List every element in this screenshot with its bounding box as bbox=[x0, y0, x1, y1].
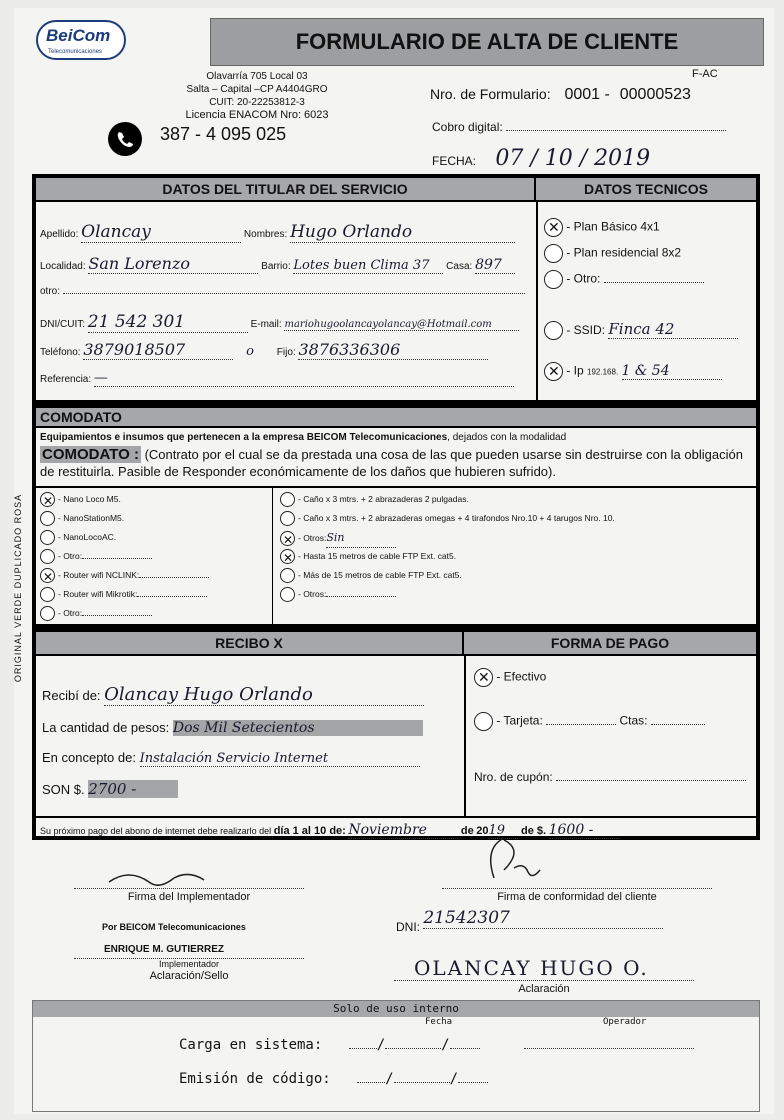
comodato-left-item[interactable] bbox=[40, 566, 270, 585]
comodato-left-label: - Router wifi NCLINK: bbox=[58, 570, 140, 580]
efectivo-radio[interactable] bbox=[474, 668, 493, 687]
firma-implementador-label: Firma del Implementador bbox=[74, 888, 304, 903]
comodato-definition bbox=[40, 446, 752, 480]
carga-anio-field[interactable] bbox=[450, 1048, 480, 1049]
apellido-field[interactable]: Olancay bbox=[81, 222, 241, 243]
recibo-header: RECIBO X bbox=[36, 632, 464, 656]
emision-anio-field[interactable] bbox=[458, 1082, 488, 1083]
comodato-right-radio[interactable] bbox=[280, 568, 295, 583]
carga-operador-field[interactable] bbox=[524, 1048, 694, 1049]
proximo-anio-prefix: 20 bbox=[476, 825, 489, 837]
dni-row bbox=[40, 312, 519, 333]
comodato-right-item[interactable] bbox=[280, 490, 750, 509]
cobro-digital-row bbox=[432, 120, 726, 134]
carga-label: Carga en sistema: bbox=[179, 1037, 323, 1053]
email-label: E-mail: bbox=[250, 319, 282, 330]
comodato-right-radio[interactable] bbox=[280, 587, 295, 602]
recibi-field[interactable]: Olancay Hugo Orlando bbox=[104, 684, 424, 706]
nro-formulario-label: Nro. de Formulario: bbox=[430, 86, 551, 102]
referencia-label: Referencia: bbox=[40, 374, 92, 385]
interno-operador-label: Operador bbox=[603, 1017, 647, 1027]
referencia-row bbox=[40, 370, 514, 387]
comodato-section bbox=[32, 404, 760, 628]
pago-header: FORMA DE PAGO bbox=[464, 632, 756, 656]
nombres-label: Nombres: bbox=[243, 229, 288, 240]
comodato-divider bbox=[36, 486, 756, 488]
fijo-label: Fijo: bbox=[276, 347, 296, 358]
company-phone: 387 - 4 095 025 bbox=[160, 124, 287, 144]
concepto-row bbox=[42, 750, 420, 767]
implementador-signature bbox=[104, 864, 234, 890]
son-field[interactable]: 2700 - bbox=[88, 780, 178, 798]
concepto-label: En concepto de: bbox=[42, 750, 136, 765]
proximo-monto-label: de $. bbox=[521, 825, 547, 837]
ip-option[interactable] bbox=[544, 362, 722, 381]
otro-field[interactable] bbox=[63, 293, 525, 294]
carga-mes-field[interactable] bbox=[385, 1048, 441, 1049]
aclaracion-sello-label: Aclaración/Sello bbox=[149, 970, 229, 982]
implementador-nombre: ENRIQUE M. GUTIERREZ bbox=[104, 944, 225, 955]
form-title: FORMULARIO DE ALTA DE CLIENTE bbox=[295, 29, 679, 54]
comodato-right-label: - Caño x 3 mtrs. + 2 abrazaderas 2 pulgadas. bbox=[298, 494, 469, 504]
localidad-field[interactable]: San Lorenzo bbox=[88, 254, 258, 274]
barrio-field[interactable]: Lotes buen Clima 37 bbox=[293, 258, 443, 274]
dni-field[interactable]: 21 542 301 bbox=[88, 312, 248, 333]
tarjeta-field[interactable] bbox=[546, 724, 616, 725]
carga-dia-field[interactable] bbox=[349, 1048, 377, 1049]
telefono-field[interactable]: 3879018507 bbox=[83, 340, 233, 360]
comodato-right-radio[interactable] bbox=[280, 492, 295, 507]
comodato-word: COMODATO : bbox=[42, 446, 139, 463]
fijo-field[interactable]: 3876336306 bbox=[298, 340, 488, 360]
ip-prefix: 192.168. bbox=[587, 367, 619, 377]
cliente-dni-row bbox=[396, 908, 663, 937]
comodato-right-item[interactable] bbox=[280, 547, 750, 566]
implementador-rol: Implementador bbox=[74, 958, 304, 969]
emision-mes-field[interactable] bbox=[394, 1082, 450, 1083]
son-row bbox=[42, 780, 178, 798]
interno-header: Solo de uso interno bbox=[33, 1001, 759, 1017]
proximo-mes-field[interactable]: Noviembre bbox=[348, 822, 458, 839]
comodato-right-item[interactable] bbox=[280, 566, 750, 585]
apellido-label: Apellido: bbox=[40, 229, 79, 240]
cantidad-field[interactable]: Dos Mil Setecientos bbox=[173, 720, 423, 736]
apellido-row bbox=[40, 222, 515, 243]
recibo-section bbox=[32, 628, 760, 840]
nro-formulario-number: 00000523 bbox=[619, 86, 691, 103]
comodato-right-label: - Caño x 3 mtrs. + 2 abrazaderas omegas + 4 tirafondos Nro.10 + 4 tarugos Nro. 10. bbox=[298, 513, 615, 523]
company-info bbox=[182, 70, 332, 122]
ssid-label: - SSID: bbox=[566, 323, 606, 337]
comodato-left-radio[interactable] bbox=[40, 549, 55, 564]
plan-basico-option[interactable] bbox=[544, 218, 660, 237]
plan-basico-label: - Plan Básico 4x1 bbox=[566, 219, 660, 234]
comodato-left-item[interactable] bbox=[40, 509, 270, 528]
company-address: Olavarría 705 Local 03 bbox=[206, 71, 308, 82]
whatsapp-icon bbox=[108, 122, 142, 156]
comodato-left-item[interactable] bbox=[40, 585, 270, 604]
column-divider bbox=[536, 202, 538, 400]
fecha-value[interactable]: 07 / 10 / 2019 bbox=[495, 146, 651, 171]
comodato-left-radio[interactable] bbox=[40, 511, 55, 526]
cupon-row bbox=[474, 770, 746, 784]
recibi-row bbox=[42, 684, 424, 706]
ip-label: - Ip bbox=[566, 363, 584, 378]
comodato-right-label: - Más de 15 metros de cable FTP Ext. cat5. bbox=[298, 570, 462, 580]
comodato-right-label: - Otros: bbox=[298, 533, 327, 543]
cliente-signature bbox=[474, 828, 554, 888]
titular-header: DATOS DEL TITULAR DEL SERVICIO bbox=[36, 178, 536, 202]
form-title-bar bbox=[210, 18, 764, 66]
fecha-row bbox=[432, 146, 650, 171]
cantidad-row bbox=[42, 720, 423, 736]
interno-fecha-label: Fecha bbox=[425, 1017, 453, 1027]
tarjeta-radio[interactable] bbox=[474, 712, 493, 731]
comodato-left-label: - NanoLocoAC. bbox=[58, 532, 117, 542]
company-cuit: CUIT: 20-22253812-3 bbox=[209, 97, 305, 108]
firma-conformidad-label: Firma de conformidad del cliente bbox=[442, 888, 712, 903]
plan-basico-radio[interactable] bbox=[544, 218, 563, 237]
titular-section bbox=[32, 174, 760, 404]
ctas-label: Ctas: bbox=[619, 713, 648, 728]
comodato-left-item[interactable] bbox=[40, 528, 270, 547]
proximo-dias: día 1 al 10 de: bbox=[273, 825, 346, 837]
comodato-left-field[interactable] bbox=[137, 596, 207, 597]
company-city: Salta – Capital –CP A4404GRO bbox=[186, 84, 328, 95]
cupon-field[interactable] bbox=[556, 780, 746, 781]
plan-otro-option[interactable] bbox=[544, 270, 704, 289]
comodato-intro bbox=[40, 432, 752, 443]
proximo-divider bbox=[36, 816, 756, 818]
proximo-monto-field[interactable]: 1600 - bbox=[549, 822, 619, 839]
aclaracion-cliente-label: Aclaración bbox=[394, 980, 694, 995]
cliente-dni-label: DNI: bbox=[396, 920, 420, 934]
proximo-anio-field[interactable]: 19 bbox=[488, 823, 518, 839]
form-page bbox=[14, 8, 774, 1114]
recibi-label: Recibí de: bbox=[42, 688, 101, 703]
plan-residencial-label: - Plan residencial 8x2 bbox=[566, 245, 682, 260]
form-code: F-AC bbox=[692, 68, 718, 80]
comodato-left-field[interactable] bbox=[82, 558, 152, 559]
comodato-left-item[interactable] bbox=[40, 604, 270, 623]
barrio-label: Barrio: bbox=[261, 261, 291, 272]
tarjeta-option[interactable] bbox=[474, 712, 705, 731]
logo-text: BeiCom bbox=[46, 26, 111, 45]
comodato-left-item[interactable] bbox=[40, 547, 270, 566]
ip-field[interactable]: 1 & 54 bbox=[622, 363, 722, 380]
comodato-left-radio[interactable] bbox=[40, 587, 55, 602]
side-copy-text: ORIGINAL VERDE DUPLICADO ROSA bbox=[13, 493, 23, 683]
comodato-right-list bbox=[280, 490, 750, 604]
referencia-field[interactable]: — bbox=[94, 370, 514, 387]
efectivo-option[interactable] bbox=[474, 668, 546, 687]
comodato-left-label: - Nano Loco M5. bbox=[58, 494, 121, 504]
proximo-label: Su próximo pago del abono de internet debe realizarlo del bbox=[40, 826, 272, 836]
comodato-intro-rest: , dejados con la modalidad bbox=[447, 432, 567, 443]
comodato-left-radio[interactable] bbox=[40, 568, 55, 583]
plan-residencial-radio[interactable] bbox=[544, 244, 563, 263]
comodato-header: COMODATO bbox=[36, 408, 756, 428]
telefono-o-text: o bbox=[246, 344, 254, 359]
dni-label: DNI/CUIT: bbox=[40, 319, 85, 330]
comodato-right-radio[interactable] bbox=[280, 549, 295, 564]
comodato-left-label: - Router wifi Mikrotik: bbox=[58, 589, 138, 599]
comodato-right-radio[interactable] bbox=[280, 531, 295, 546]
nro-formulario-row bbox=[430, 86, 691, 104]
comodato-right-item[interactable] bbox=[280, 528, 750, 547]
interno-section bbox=[32, 1000, 760, 1112]
comodato-left-list bbox=[40, 490, 270, 623]
comodato-left-label: - Otro: bbox=[58, 608, 83, 618]
otro-row bbox=[40, 286, 525, 297]
logo-subtitle: Telecomunicaciones bbox=[48, 49, 103, 55]
comodato-right-label: - Otros: bbox=[298, 589, 327, 599]
plan-otro-field[interactable] bbox=[604, 282, 704, 283]
ssid-radio[interactable] bbox=[544, 321, 563, 340]
recibo-col-divider bbox=[464, 656, 466, 816]
telefono-row bbox=[40, 340, 488, 360]
localidad-label: Localidad: bbox=[40, 261, 86, 272]
fecha-label: FECHA: bbox=[432, 154, 477, 168]
comodato-left-radio[interactable] bbox=[40, 492, 55, 507]
cantidad-label: La cantidad de pesos: bbox=[42, 720, 170, 735]
ctas-field[interactable] bbox=[651, 724, 705, 725]
cupon-label: Nro. de cupón: bbox=[474, 770, 553, 784]
comodato-left-item[interactable] bbox=[40, 490, 270, 509]
comodato-left-radio[interactable] bbox=[40, 530, 55, 545]
tecnicos-header: DATOS TECNICOS bbox=[536, 178, 756, 202]
email-field[interactable]: mariohugoolancayolancay@Hotmail.com bbox=[284, 319, 519, 331]
emision-row: Emisión de código: / / bbox=[179, 1071, 488, 1087]
plan-otro-label: - Otro: bbox=[566, 271, 601, 286]
casa-label: Casa: bbox=[446, 261, 473, 272]
localidad-row bbox=[40, 254, 515, 274]
ssid-option[interactable] bbox=[544, 320, 738, 340]
comodato-left-field[interactable] bbox=[139, 577, 209, 578]
comodato-right-radio[interactable] bbox=[280, 511, 295, 526]
comodato-intro-bold: Equipamientos e insumos que pertenecen a la empresa BEICOM Telecomunicaciones bbox=[40, 432, 448, 443]
ip-radio[interactable] bbox=[544, 362, 563, 381]
emision-dia-field[interactable] bbox=[357, 1082, 385, 1083]
son-label: SON $. bbox=[42, 782, 85, 797]
cliente-aclaracion-value[interactable]: OLANCAY HUGO O. bbox=[414, 956, 649, 980]
efectivo-label: - Efectivo bbox=[496, 669, 547, 684]
carga-row: Carga en sistema: / / bbox=[179, 1037, 694, 1053]
comodato-right-item[interactable] bbox=[280, 509, 750, 528]
comodato-col-divider bbox=[272, 488, 273, 624]
company-licencia: Licencia ENACOM Nro: 6023 bbox=[185, 109, 329, 121]
cobro-digital-field[interactable] bbox=[506, 130, 726, 131]
por-beicom-text: Por BEICOM Telecomunicaciones bbox=[102, 922, 246, 932]
ssid-field[interactable]: Finca 42 bbox=[608, 320, 738, 339]
cliente-dni-field[interactable]: 21542307 bbox=[423, 908, 663, 929]
nombres-field[interactable]: Hugo Orlando bbox=[290, 222, 515, 243]
comodato-left-label: - Otro: bbox=[58, 551, 83, 561]
tarjeta-label: - Tarjeta: bbox=[496, 713, 543, 728]
comodato-right-item[interactable] bbox=[280, 585, 750, 604]
comodato-right-field[interactable]: Sin bbox=[326, 528, 396, 548]
casa-field[interactable]: 897 bbox=[475, 257, 515, 274]
proximo-de: de bbox=[460, 825, 474, 837]
plan-otro-radio[interactable] bbox=[544, 270, 563, 289]
comodato-left-label: - NanoStationM5. bbox=[58, 513, 125, 523]
comodato-left-radio[interactable] bbox=[40, 606, 55, 621]
comodato-left-field[interactable] bbox=[82, 615, 152, 616]
telefono-label: Teléfono: bbox=[40, 347, 81, 358]
comodato-right-field[interactable] bbox=[326, 596, 396, 597]
otro-label: otro: bbox=[40, 286, 61, 297]
emision-label: Emisión de código: bbox=[179, 1071, 331, 1087]
comodato-right-label: - Hasta 15 metros de cable FTP Ext. cat5. bbox=[298, 551, 457, 561]
beicom-logo bbox=[36, 20, 126, 60]
plan-residencial-option[interactable] bbox=[544, 244, 681, 263]
concepto-field[interactable]: Instalación Servicio Internet bbox=[140, 751, 420, 767]
cobro-digital-label: Cobro digital: bbox=[432, 120, 503, 134]
nro-formulario-prefix: 0001 - bbox=[564, 86, 610, 103]
comodato-text: (Contrato por el cual se da prestada una cosa de las que pueden usarse sin destruirse con la obligación de restituirla. Pasible de Responder económicamente de los daños que hubieren sufrido). bbox=[40, 447, 743, 479]
